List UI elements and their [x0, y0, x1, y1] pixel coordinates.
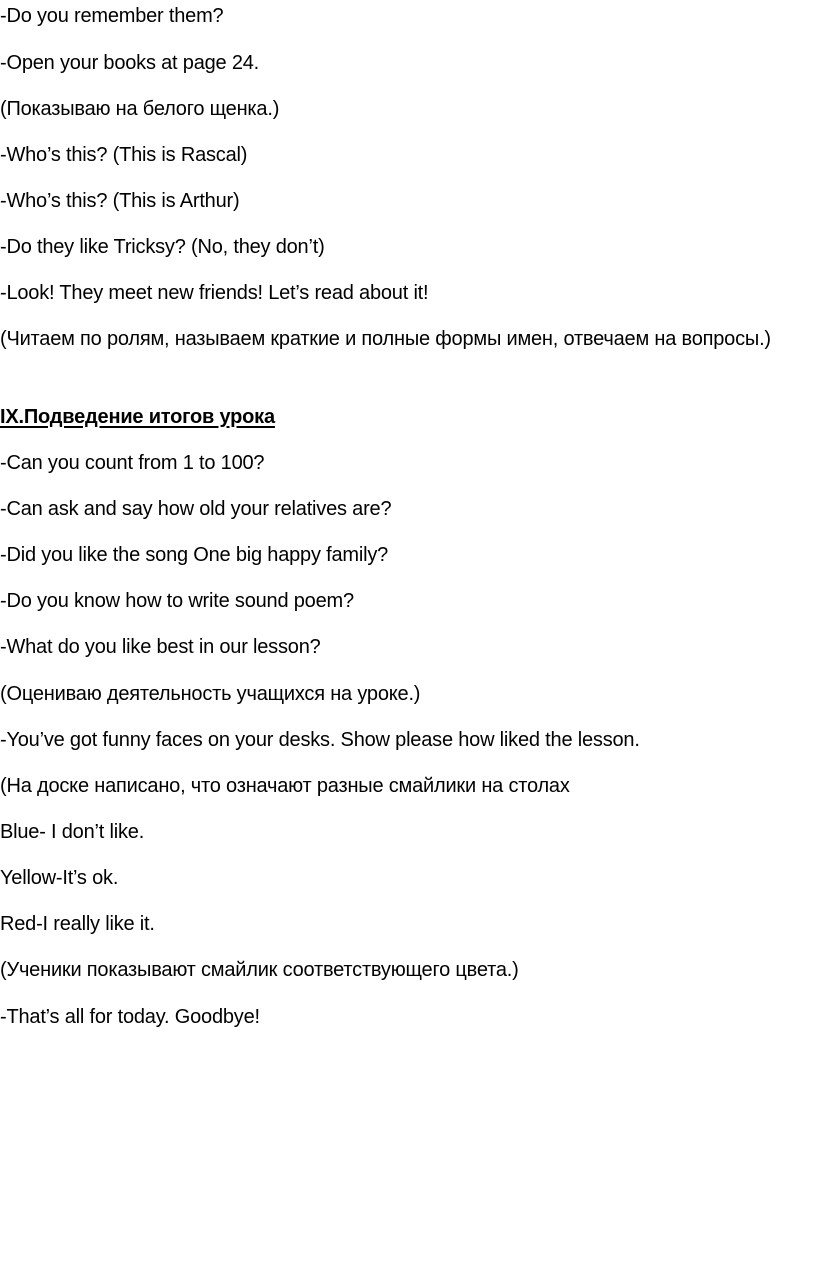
- text-line: -Who’s this? (This is Rascal): [0, 144, 248, 166]
- text-line: -Do they like Tricksy? (No, they don’t): [0, 236, 325, 258]
- text-line: -Can you count from 1 to 100?: [0, 452, 265, 474]
- text-line: -Do you remember them?: [0, 5, 224, 27]
- text-line: Red-I really like it.: [0, 913, 155, 935]
- text-line: Yellow-It’s ok.: [0, 867, 119, 889]
- text-paragraph: (Читаем по ролям, называем краткие и полные формы имен, отвечаем на вопросы.): [0, 328, 771, 350]
- text-line: (На доске написано, что означают разные смайлики на столах: [0, 775, 570, 797]
- section-heading: IX.Подведение итогов урока: [0, 406, 275, 428]
- text-line: (Ученики показывают смайлик соответствующего цвета.): [0, 959, 519, 981]
- text-line: -Open your books at page 24.: [0, 52, 260, 74]
- text-line: -Can ask and say how old your relatives are?: [0, 498, 392, 520]
- text-line: (Показываю на белого щенка.): [0, 98, 280, 120]
- text-line: -Did you like the song One big happy family?: [0, 544, 389, 566]
- text-line: -You’ve got funny faces on your desks. Show please how liked the lesson.: [0, 729, 640, 751]
- text-line: -Who’s this? (This is Arthur): [0, 190, 240, 212]
- text-line: -What do you like best in our lesson?: [0, 636, 321, 658]
- text-line: (Оцениваю деятельность учащихся на уроке.): [0, 683, 421, 705]
- text-line: -That’s all for today. Goodbye!: [0, 1006, 260, 1028]
- text-line: -Do you know how to write sound poem?: [0, 590, 354, 612]
- text-line: -Look! They meet new friends! Let’s read about it!: [0, 282, 429, 304]
- text-line: Blue- I don’t like.: [0, 821, 145, 843]
